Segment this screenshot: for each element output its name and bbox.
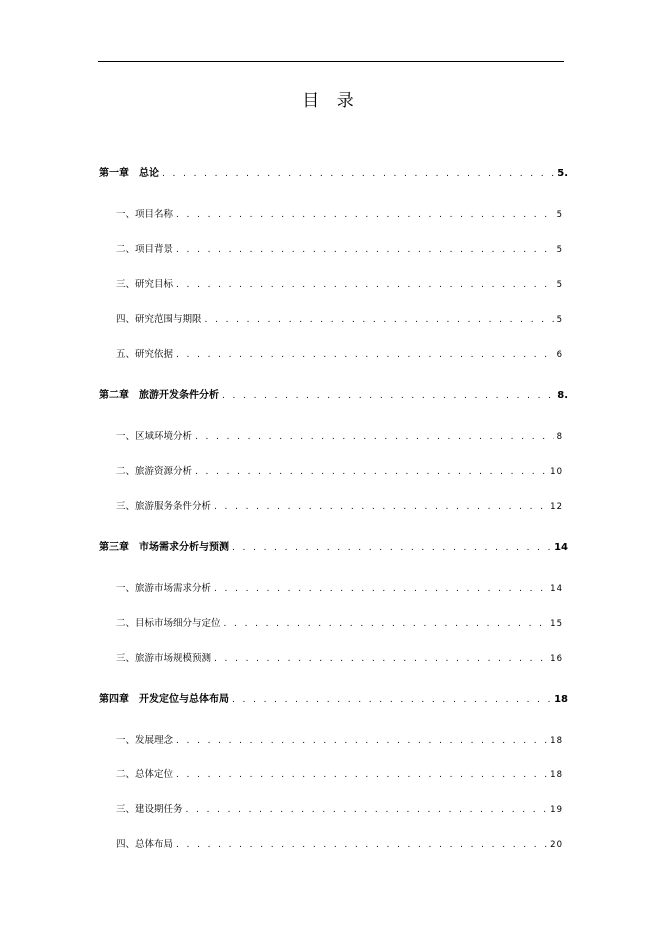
toc-section-title: 研究目标 bbox=[135, 279, 174, 290]
toc-chapter-number: 第四章 bbox=[99, 694, 129, 705]
toc-dot-leader bbox=[186, 803, 548, 817]
toc-chapter-title: 总论 bbox=[139, 168, 159, 179]
toc-section-number: 三、 bbox=[116, 653, 136, 664]
toc-page-number: 5 bbox=[556, 315, 563, 325]
toc-page-number: 20 bbox=[550, 840, 563, 850]
toc-page-number: 18 bbox=[550, 770, 563, 780]
toc-section-title: 研究范围与期限 bbox=[135, 314, 202, 325]
toc-page-number: 5 bbox=[556, 245, 563, 255]
toc-section-title: 项目背景 bbox=[135, 244, 174, 255]
toc-chapter-title: 开发定位与总体布局 bbox=[139, 694, 229, 705]
toc-section-number: 四、 bbox=[116, 839, 136, 850]
toc-section-4-1[interactable] bbox=[116, 734, 563, 748]
toc-chapter-number: 第三章 bbox=[99, 542, 129, 553]
toc-section-number: 一、 bbox=[116, 431, 136, 442]
toc-section-1-1[interactable] bbox=[116, 208, 563, 222]
toc-dot-leader bbox=[214, 582, 547, 596]
toc-section-title: 旅游市场需求分析 bbox=[135, 583, 212, 594]
toc-page-number: 12 bbox=[550, 502, 563, 512]
toc-dot-leader bbox=[176, 278, 554, 292]
toc-section-number: 三、 bbox=[116, 501, 136, 512]
toc-section-1-2[interactable] bbox=[116, 243, 563, 257]
toc-section-1-5[interactable] bbox=[116, 348, 563, 362]
toc-section-number: 二、 bbox=[116, 618, 136, 629]
toc-section-number: 二、 bbox=[116, 769, 136, 780]
toc-section-title: 总体定位 bbox=[135, 769, 174, 780]
toc-section-number: 一、 bbox=[116, 735, 136, 746]
toc-chapter-1[interactable] bbox=[99, 167, 568, 181]
toc-dot-leader bbox=[176, 348, 554, 362]
toc-page-number: 8 bbox=[556, 432, 563, 442]
toc-dot-leader bbox=[205, 313, 554, 327]
toc-section-4-4[interactable] bbox=[116, 838, 563, 852]
toc-section-title: 研究依据 bbox=[135, 349, 174, 360]
toc-dot-leader bbox=[176, 768, 547, 782]
toc-section-2-2[interactable] bbox=[116, 465, 563, 479]
toc-section-2-3[interactable] bbox=[116, 500, 563, 514]
toc-page-number: 8. bbox=[557, 390, 568, 401]
toc-dot-leader bbox=[232, 693, 551, 707]
toc-section-title: 发展理念 bbox=[135, 735, 174, 746]
toc-page-number: 5 bbox=[556, 280, 563, 290]
toc-page-number: 16 bbox=[550, 654, 563, 664]
toc-section-number: 二、 bbox=[116, 466, 136, 477]
toc-section-title: 总体布局 bbox=[135, 839, 174, 850]
toc-chapter-number: 第一章 bbox=[99, 168, 129, 179]
toc-section-title: 旅游市场规模预测 bbox=[135, 653, 212, 664]
toc-section-number: 四、 bbox=[116, 314, 136, 325]
toc-page-number: 19 bbox=[550, 805, 563, 815]
toc-chapter-3[interactable] bbox=[99, 541, 568, 555]
toc-section-title: 旅游服务条件分析 bbox=[135, 501, 212, 512]
toc-page-number: 10 bbox=[550, 467, 563, 477]
toc-section-number: 二、 bbox=[116, 244, 136, 255]
toc-page-number: 15 bbox=[550, 619, 563, 629]
toc-page-number: 14 bbox=[550, 584, 563, 594]
toc-page-number: 14 bbox=[554, 542, 568, 553]
toc-section-title: 区域环境分析 bbox=[135, 431, 193, 442]
toc-section-number: 五、 bbox=[116, 349, 136, 360]
toc-dot-leader bbox=[222, 389, 554, 403]
toc-section-number: 一、 bbox=[116, 583, 136, 594]
toc-dot-leader bbox=[162, 167, 554, 181]
toc-section-1-3[interactable] bbox=[116, 278, 563, 292]
toc-page-number: 18 bbox=[554, 694, 568, 705]
toc-section-3-2[interactable] bbox=[116, 617, 563, 631]
toc-chapter-2[interactable] bbox=[99, 389, 568, 403]
toc-dot-leader bbox=[214, 500, 547, 514]
toc-chapter-title: 旅游开发条件分析 bbox=[139, 390, 219, 401]
toc-dot-leader bbox=[195, 465, 547, 479]
toc-dot-leader bbox=[176, 208, 554, 222]
toc-section-title: 项目名称 bbox=[135, 209, 174, 220]
toc-chapter-title: 市场需求分析与预测 bbox=[139, 542, 229, 553]
toc-section-title: 目标市场细分与定位 bbox=[135, 618, 221, 629]
toc-dot-leader bbox=[195, 430, 554, 444]
toc-section-3-1[interactable] bbox=[116, 582, 563, 596]
toc-dot-leader bbox=[214, 652, 547, 666]
toc-page-number: 5. bbox=[557, 168, 568, 179]
toc-section-title: 建设期任务 bbox=[135, 804, 183, 815]
toc-section-title: 旅游资源分析 bbox=[135, 466, 193, 477]
toc-chapter-number: 第二章 bbox=[99, 390, 129, 401]
toc-dot-leader bbox=[176, 734, 547, 748]
toc-section-2-1[interactable] bbox=[116, 430, 563, 444]
toc-dot-leader bbox=[224, 617, 548, 631]
toc-section-number: 三、 bbox=[116, 279, 136, 290]
toc-chapter-4[interactable] bbox=[99, 693, 568, 707]
page-title: 目 录 bbox=[302, 91, 360, 111]
toc-dot-leader bbox=[176, 243, 554, 257]
toc-page-number: 5 bbox=[556, 210, 563, 220]
toc-section-4-3[interactable] bbox=[116, 803, 563, 817]
toc-section-4-2[interactable] bbox=[116, 768, 563, 782]
toc-dot-leader bbox=[232, 541, 551, 555]
toc-section-number: 三、 bbox=[116, 804, 136, 815]
toc-section-3-3[interactable] bbox=[116, 652, 563, 666]
toc-section-1-4[interactable] bbox=[116, 313, 563, 327]
toc-section-number: 一、 bbox=[116, 209, 136, 220]
toc-page-number: 18 bbox=[550, 736, 563, 746]
toc-dot-leader bbox=[176, 838, 547, 852]
toc-page-number: 6 bbox=[556, 350, 563, 360]
